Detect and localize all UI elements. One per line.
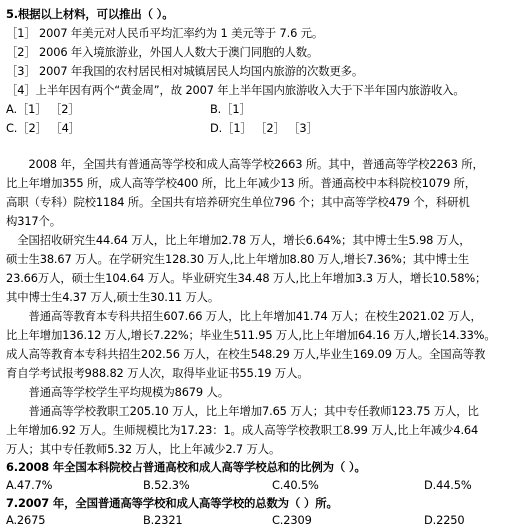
passage-line: 23.66万人，硕士生104.64 万人。毕业研究生34.48 万人,比上年增加3.3 万人，增长10.58%；: [6, 271, 487, 285]
passage-line: 构317个。: [6, 214, 62, 228]
passage-line: 其中博士生4.37 万人,硕士生30.11 万人。: [6, 290, 220, 304]
passage-line: 比上年增加355 所，成人高等学校400 所，比上年减少13 所。普通高校中本科院校1079 所，: [6, 176, 476, 190]
q7-option-d: D.2250: [424, 513, 465, 527]
passage-line: 普通高等学校教职工205.10 万人，比上年增加7.65 万人；其中专任教师123.75 万人，比: [6, 404, 479, 418]
q5-option-b: B.［1］: [210, 102, 251, 116]
q5-statement-4: ［4］上半年因有两个“黄金周”，故 2007 年上半年国内旅游收入大于下半年国内旅游收入。: [6, 83, 465, 97]
passage-line: 育自学考试报考988.82 万人次，取得毕业证书55.19 万人。: [6, 366, 309, 380]
passage-line: 全国招收研究生44.64 万人，比上年增加2.78 万人，增长6.64%；其中博士生5.98 万人，: [6, 233, 471, 247]
q5-statement-3: ［3］ 2007 年我国的农村居民相对城镇居民人均国内旅游的次数更多。: [6, 64, 364, 78]
q5-statement-1: ［1］ 2007 年美元对人民币平均汇率约为 1 美元等于 7.6 元。: [6, 26, 324, 40]
q6-option-d: D.44.5%: [424, 478, 472, 492]
q5-option-d: D.［1］ ［2］ ［3］: [210, 121, 318, 135]
passage-line: 硕士生38.67 万人。在学研究生128.30 万人,比上年增加8.80 万人,增长7.36%；其中博士生: [6, 252, 470, 266]
q6-option-c: C.40.5%: [272, 478, 319, 492]
q5-option-c: C.［2］ ［4］: [6, 121, 80, 135]
passage-line: 成人高等教育本专科共招生202.56 万人，在校生548.29 万人,毕业生169.09 万人。全国高等教: [6, 347, 486, 361]
passage-line: 2008 年，全国共有普通高等学校和成人高等学校2663 所。其中，普通高等学校2263 所，: [6, 157, 484, 171]
q5-option-a: A.［1］ ［2］: [6, 102, 80, 116]
q7-option-b: B.2321: [143, 513, 183, 527]
q6-option-b: B.52.3%: [143, 478, 190, 492]
q6-option-a: A.47.7%: [6, 478, 53, 492]
q5-statement-2: ［2］ 2006 年入境旅游业，外国人人数大于澳门同胞的人数。: [6, 45, 319, 59]
passage-line: 比上年增加136.12 万人,增长7.22%；毕业生511.95 万人,比上年增加64.16 万人,增长14.33%。: [6, 328, 496, 342]
passage-line: 普通高等教育本专科共招生607.66 万人，比上年增加41.74 万人；在校生2021.02 万人，: [6, 309, 482, 323]
q7-option-c: C.2309: [272, 513, 312, 527]
passage-line: 上年增加6.92 万人。生师规模比为17.23：1。成人高等学校教职工8.99 万人,比上年减少4.64: [6, 423, 479, 437]
q7-stem: 7.2007 年，全国普通高等学校和成人高等学校的总数为（ ）所。: [6, 496, 338, 510]
passage-line: 万人；其中专任教师5.32 万人，比上年减少2.7 万人。: [6, 442, 281, 456]
q6-stem: 6.2008 年全国本科院校占普通高校和成人高等学校总和的比例为（ ）。: [6, 460, 366, 474]
passage-line: 高职（专科）院校1184 所。全国共有培养研究生单位796 个；其中高等学校479 个，科研机: [6, 195, 470, 209]
q5-stem: 5.根据以上材料，可以推出（ ）。: [6, 7, 174, 21]
q7-option-a: A.2675: [6, 513, 46, 527]
passage-line: 普通高等学校学生平均规模为8679 人。: [6, 385, 229, 399]
